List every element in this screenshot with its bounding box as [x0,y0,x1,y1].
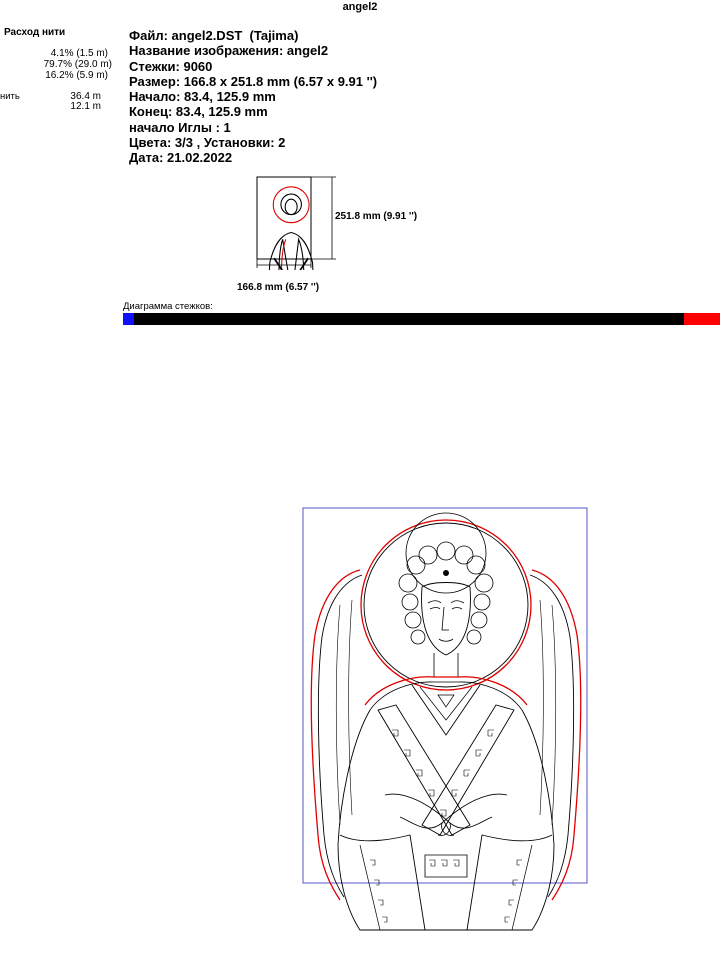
thread-length-2: 12.1 m [70,101,101,112]
stitch-segment-blue [123,313,134,325]
thread-length-label: нить [0,91,20,102]
design-size: Размер: 166.8 x 251.8 mm (6.57 x 9.91 '') [129,73,378,89]
stitch-segment-red [684,313,720,325]
end-point: Конец: 83.4, 125.9 mm [129,104,268,120]
stitch-diagram-label: Диаграмма стежков: [123,301,213,312]
thread-color-3-usage: 16.2% (5.9 m) [45,70,108,81]
image-name: Название изображения: angel2 [129,43,329,59]
stitch-diagram-bar [123,313,720,325]
file-name: Файл: angel2.DST (Tajima) [129,28,299,43]
start-point: Начало: 83.4, 125.9 mm [129,89,276,105]
thread-usage-heading: Расход нити [4,27,66,38]
needle-start: начало Иглы : 1 [129,119,231,135]
thread-color-2-usage: 79.7% (29.0 m) [43,59,112,70]
thread-length-1: 36.4 m [70,91,101,102]
design-info [129,28,377,166]
width-dimension-label: 166.8 mm (6.57 '') [237,282,320,293]
thread-color-1-usage: 4.1% (1.5 m) [50,48,108,59]
page-title: angel2 [342,1,378,13]
design-preview [300,505,592,945]
colors-setups: Цвета: 3/3 , Установки: 2 [129,135,286,151]
design-thumbnail [250,170,340,270]
stitch-segment-black [134,313,684,325]
stitch-count: Стежки: 9060 [129,58,213,74]
date: Дата: 21.02.2022 [129,150,233,166]
height-dimension-label: 251.8 mm (9.91 '') [335,211,418,222]
